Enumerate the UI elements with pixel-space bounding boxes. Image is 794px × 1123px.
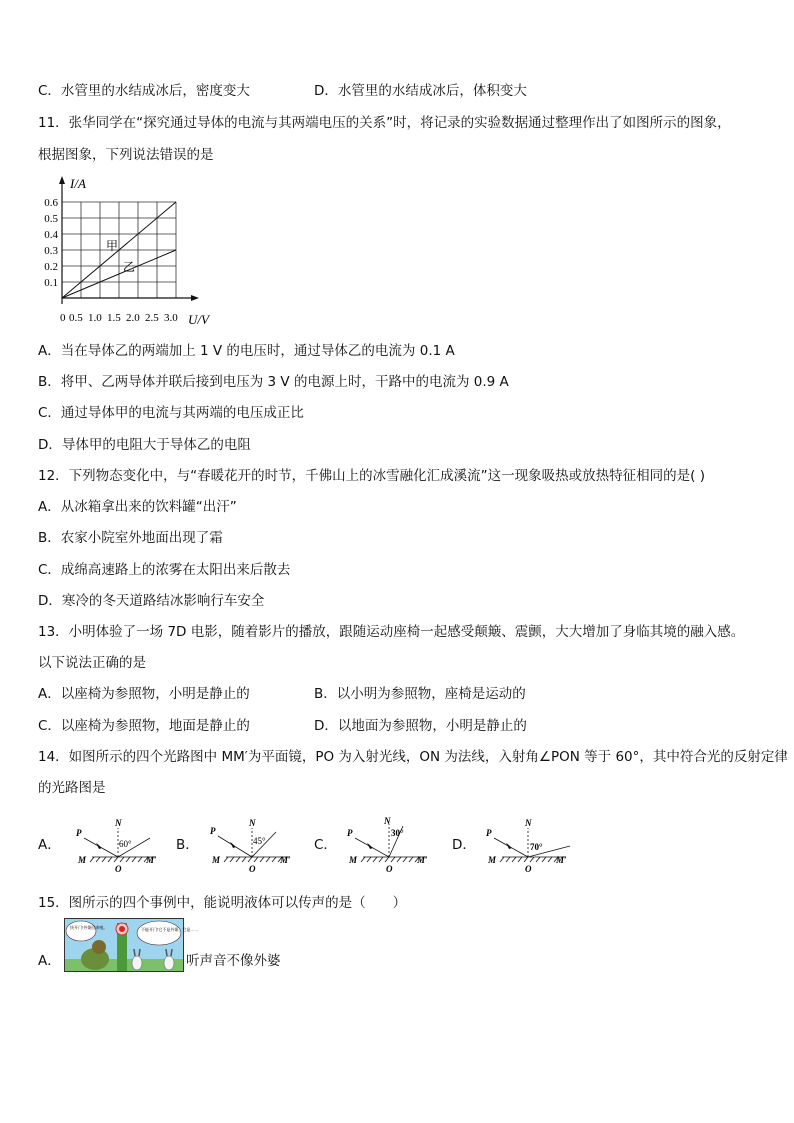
q10-option-d: D．水管里的水结成冰后，体积变大	[314, 83, 527, 99]
svg-text:O: O	[386, 864, 393, 874]
x-tick: 3.0	[164, 312, 178, 324]
q15-stem: 15．图所示的四个事例中，能说明液体可以传声的是（ ）	[38, 895, 407, 911]
svg-text:M′: M′	[280, 855, 291, 865]
q14-diagram-c	[343, 818, 435, 874]
svg-text:M′: M′	[146, 855, 157, 865]
q14-stem-line2: 的光路图是	[38, 780, 106, 796]
x-tick-labels	[60, 312, 178, 324]
q12-option-a: A．从冰箱拿出来的饮料罐“出汗”	[38, 499, 237, 515]
x-axis-arrow-icon	[191, 295, 199, 301]
x-tick: 2.5	[145, 312, 159, 324]
arrow-icon	[506, 843, 512, 849]
x-tick: 0.5	[69, 312, 83, 324]
y-tick: 0.1	[44, 277, 58, 289]
svg-text:N: N	[249, 818, 256, 828]
q15-option-a-letter: A．	[38, 953, 61, 969]
q14-option-a-letter: A．	[38, 837, 61, 853]
svg-text:N: N	[384, 816, 391, 826]
q11-option-c: C．通过导体甲的电流与其两端的电压成正比	[38, 405, 304, 421]
svg-text:N: N	[525, 818, 532, 828]
q11-option-b: B．将甲、乙两导体并联后接到电压为 3 V 的电源上时，干路中的电流为 0.9 A	[38, 374, 509, 390]
q14-diagram-b	[206, 818, 298, 874]
angle-label: 45°	[253, 836, 266, 846]
q15-cartoon-image	[64, 918, 199, 972]
line-yi-label: 乙	[123, 260, 136, 274]
angle-label: 30°	[391, 828, 404, 838]
x-axis-label: U/V	[188, 312, 209, 327]
q12-option-c: C．成绵高速路上的浓雾在太阳出来后散去	[38, 562, 291, 578]
q13-stem-line1: 13．小明体验了一场 7D 电影，随着影片的播放，跟随运动座椅一起感受颠簸、震颤，大大增加了身临其境的融入感。	[38, 624, 745, 640]
q12-stem: 12．下列物态变化中，与“春暖花开的时节，千佛山上的冰雪融化汇成溪流”这一现象吸热或放热特征相同的是( )	[38, 468, 705, 484]
y-tick-labels	[44, 197, 58, 289]
q13-option-a: A．以座椅为参照物，小明是静止的	[38, 686, 250, 702]
svg-text:M: M	[349, 855, 358, 865]
svg-text:P: P	[76, 828, 82, 838]
y-tick: 0.4	[44, 229, 58, 241]
q15-option-a-caption: 听声音不像外婆	[186, 953, 281, 969]
q14-option-b-letter: B．	[176, 837, 199, 853]
svg-text:O: O	[525, 864, 532, 874]
y-axis-arrow-icon	[59, 176, 65, 184]
y-axis-label: I/A	[70, 176, 86, 191]
q12-option-d: D．寒冷的冬天道路结冰影响行车安全	[38, 593, 265, 609]
y-tick: 0.2	[44, 261, 58, 273]
svg-text:M: M	[488, 855, 497, 865]
q14-option-d-letter: D．	[452, 837, 476, 853]
line-jia-label: 甲	[106, 239, 119, 253]
angle-label: 60°	[119, 839, 132, 849]
q13-option-d: D．以地面为参照物，小明是静止的	[314, 718, 527, 734]
y-tick: 0.6	[44, 197, 58, 209]
x-tick: 0	[60, 312, 66, 324]
q11-stem-line1: 11．张华同学在“探究通过导体的电流与其两端电压的关系”时，将记录的实验数据通过整理作出了如图所示的图象，	[38, 115, 731, 131]
svg-text:O: O	[115, 864, 122, 874]
q13-stem-line2: 以下说法正确的是	[38, 655, 146, 671]
bubble-left-text: 快开门!外婆回来啦。	[70, 925, 108, 930]
y-tick: 0.5	[44, 213, 58, 225]
svg-text:O: O	[249, 864, 256, 874]
mirror-hatch	[90, 857, 148, 862]
svg-text:P: P	[347, 828, 353, 838]
arrow-icon	[96, 843, 102, 849]
q12-option-b: B．农家小院室外地面出现了霜	[38, 530, 223, 546]
q11-iu-graph	[36, 172, 226, 328]
x-tick: 2.0	[126, 312, 140, 324]
svg-text:P: P	[210, 826, 216, 836]
x-tick: 1.5	[107, 312, 121, 324]
q14-stem-line1: 14．如图所示的四个光路图中 MM′为平面镜，PO 为入射光线，ON 为法线，入射角∠PON 等于 60°，其中符合光的反射定律	[38, 749, 788, 765]
svg-text:P: P	[486, 828, 492, 838]
svg-text:M′: M′	[417, 855, 428, 865]
q14-diagram-a	[72, 818, 164, 874]
arrow-icon	[367, 843, 373, 849]
arrow-icon	[230, 842, 236, 848]
q11-option-a: A．当在导体乙的两端加上 1 V 的电压时，通过导体乙的电流为 0.1 A	[38, 343, 455, 359]
y-tick: 0.3	[44, 245, 58, 257]
svg-text:N: N	[115, 818, 122, 828]
q11-stem-line2: 根据图象，下列说法错误的是	[38, 147, 214, 163]
svg-text:M′: M′	[556, 855, 567, 865]
q13-option-c: C．以座椅为参照物，地面是静止的	[38, 718, 250, 734]
q11-option-d: D．导体甲的电阻大于导体乙的电阻	[38, 437, 251, 453]
bubble-right-text: 不能开门!它不是外婆，它是……	[141, 927, 199, 932]
q14-diagram-d	[482, 818, 574, 874]
q10-option-c: C．水管里的水结成冰后，密度变大	[38, 83, 250, 99]
svg-text:M: M	[212, 855, 221, 865]
x-tick: 1.0	[88, 312, 102, 324]
angle-label: 70°	[530, 842, 543, 852]
q13-option-b: B．以小明为参照物，座椅是运动的	[314, 686, 526, 702]
svg-text:M: M	[78, 855, 87, 865]
q14-option-c-letter: C．	[314, 837, 337, 853]
